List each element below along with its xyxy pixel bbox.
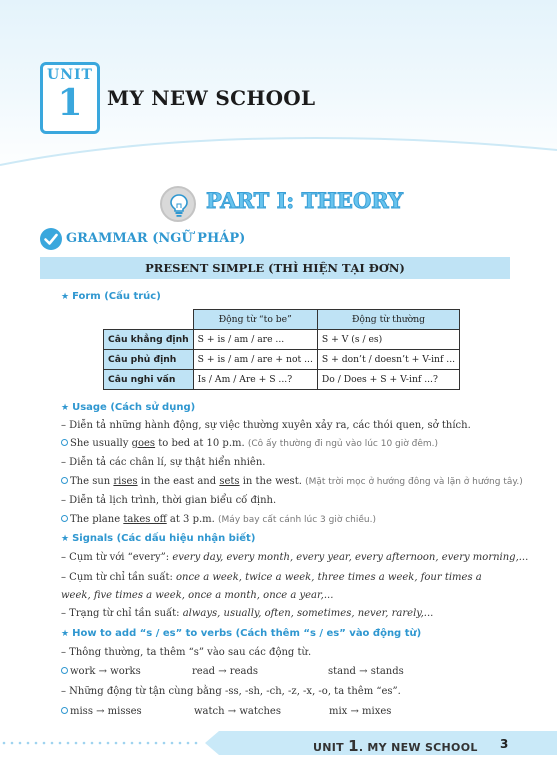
footer-unit-prefix: UNIT bbox=[313, 741, 349, 754]
footer-unit-title bbox=[313, 737, 478, 755]
signals-heading bbox=[61, 533, 255, 544]
example-translation: (Máy bay cất cánh lúc 3 giờ chiều.) bbox=[218, 515, 376, 525]
part-title: PART I: THEORY bbox=[206, 188, 404, 213]
verb-example: watch → watches bbox=[194, 706, 281, 717]
example-text: The plane bbox=[70, 514, 124, 525]
verb-example: work → works bbox=[70, 666, 141, 677]
example-translation: (Cô ấy thường đi ngủ vào lúc 10 giờ đêm.) bbox=[247, 439, 439, 449]
how-to-heading-text: How to add “s / es” to verbs (Cách thêm “s / es” vào động từ) bbox=[72, 628, 422, 639]
example-text: in the east and bbox=[137, 476, 220, 487]
table-row bbox=[104, 330, 460, 350]
form-heading bbox=[61, 291, 161, 302]
example-translation: (Mặt trời mọc ở hướng đông và lặn ở hướng tây.) bbox=[305, 477, 523, 487]
example-verb: rises bbox=[113, 476, 138, 487]
signal-items: once a week, twice a week, three times a week, four times a week, five times a week, once a month, once a year,... bbox=[61, 572, 482, 601]
example-text: She usually bbox=[70, 438, 132, 449]
table-cell: S + is / am / are + not ... bbox=[193, 350, 317, 370]
table-header-regular: Động từ thường bbox=[317, 310, 459, 330]
signal-items: every day, every month, every year, every afternoon, every morning,... bbox=[172, 552, 529, 563]
bullet-icon bbox=[61, 439, 68, 446]
table-row-label: Câu nghi vấn bbox=[104, 370, 194, 390]
star-icon: ★ bbox=[61, 403, 70, 413]
signal-label: – Cụm từ với “every”: bbox=[61, 552, 173, 563]
usage-line-3: – Diễn tả lịch trình, thời gian biểu cố định. bbox=[61, 495, 277, 506]
example-text: in the west. bbox=[239, 476, 306, 487]
example-verb: sets bbox=[219, 476, 240, 487]
unit-badge-label: UNIT bbox=[47, 67, 93, 83]
example-verb: takes off bbox=[123, 514, 167, 525]
signal-line-1 bbox=[61, 552, 528, 563]
how-to-example-2 bbox=[61, 706, 142, 717]
lightbulb-icon bbox=[160, 186, 196, 222]
table-cell: Is / Am / Are + S ...? bbox=[193, 370, 317, 390]
signals-heading-text: Signals (Các dấu hiệu nhận biết) bbox=[72, 533, 256, 544]
bullet-icon bbox=[61, 515, 68, 522]
form-heading-text: Form (Cấu trúc) bbox=[72, 291, 161, 302]
verb-example: mix → mixes bbox=[329, 706, 392, 717]
example-verb: goes bbox=[131, 438, 156, 449]
usage-heading-text: Usage (Cách sử dụng) bbox=[72, 402, 196, 413]
signal-items: always, usually, often, sometimes, never, rarely,... bbox=[182, 608, 434, 619]
table-header-row bbox=[104, 310, 460, 330]
table-row-label: Câu phủ định bbox=[104, 350, 194, 370]
star-icon: ★ bbox=[61, 534, 70, 544]
star-icon: ★ bbox=[61, 292, 70, 302]
table-cell: Do / Does + S + V-inf ...? bbox=[317, 370, 459, 390]
usage-example-3 bbox=[61, 514, 376, 525]
star-icon: ★ bbox=[61, 629, 70, 639]
table-row bbox=[104, 370, 460, 390]
table-row bbox=[104, 350, 460, 370]
usage-line-1: – Diễn tả những hành động, sự việc thường xuyên xảy ra, các thói quen, sở thích. bbox=[61, 420, 471, 431]
page-number: 3 bbox=[500, 737, 509, 751]
verb-example: stand → stands bbox=[328, 666, 404, 677]
how-to-rule-2: – Những động từ tận cùng bằng -ss, -sh, -ch, -z, -x, -o, ta thêm “es”. bbox=[61, 686, 401, 697]
page-title: MY NEW SCHOOL bbox=[107, 86, 316, 110]
table-cell: S + V (s / es) bbox=[317, 330, 459, 350]
bullet-icon bbox=[61, 707, 68, 714]
signal-label: – Cụm từ chỉ tần suất: bbox=[61, 572, 177, 583]
example-text: to bed at 10 p.m. bbox=[155, 438, 248, 449]
signal-label: – Trạng từ chỉ tần suất: bbox=[61, 608, 183, 619]
table-cell: S + don’t / doesn’t + V-inf ... bbox=[317, 350, 459, 370]
check-icon bbox=[40, 228, 62, 250]
signal-line-3 bbox=[61, 608, 433, 619]
example-text: The sun bbox=[70, 476, 114, 487]
signal-line-2 bbox=[61, 569, 511, 605]
usage-heading bbox=[61, 402, 195, 413]
how-to-example-1 bbox=[61, 666, 141, 677]
verb-example: read → reads bbox=[192, 666, 258, 677]
how-to-rule-1: – Thông thường, ta thêm “s” vào sau các động từ. bbox=[61, 647, 312, 658]
footer-unit-suffix: . MY NEW SCHOOL bbox=[358, 741, 478, 754]
usage-line-2: – Diễn tả các chân lí, sự thật hiển nhiên. bbox=[61, 457, 266, 468]
footer-dots bbox=[0, 738, 210, 748]
table-cell: S + is / am / are ... bbox=[193, 330, 317, 350]
example-text: at 3 p.m. bbox=[166, 514, 219, 525]
table-corner bbox=[104, 310, 194, 330]
bullet-icon bbox=[61, 477, 68, 484]
section-banner: PRESENT SIMPLE (THÌ HIỆN TẠI ĐƠN) bbox=[40, 257, 510, 279]
bullet-icon bbox=[61, 667, 68, 674]
usage-example-2 bbox=[61, 476, 523, 487]
usage-example-1 bbox=[61, 438, 438, 449]
unit-badge-number: 1 bbox=[57, 82, 83, 124]
how-to-heading bbox=[61, 628, 421, 639]
footer-unit-number: 1 bbox=[348, 737, 359, 755]
table-row-label: Câu khẳng định bbox=[104, 330, 194, 350]
grammar-title: GRAMMAR (NGỮ PHÁP) bbox=[66, 231, 246, 246]
form-table bbox=[103, 309, 460, 390]
verb-example: miss → misses bbox=[70, 706, 142, 717]
table-header-to-be: Động từ “to be” bbox=[193, 310, 317, 330]
unit-badge bbox=[40, 62, 100, 134]
